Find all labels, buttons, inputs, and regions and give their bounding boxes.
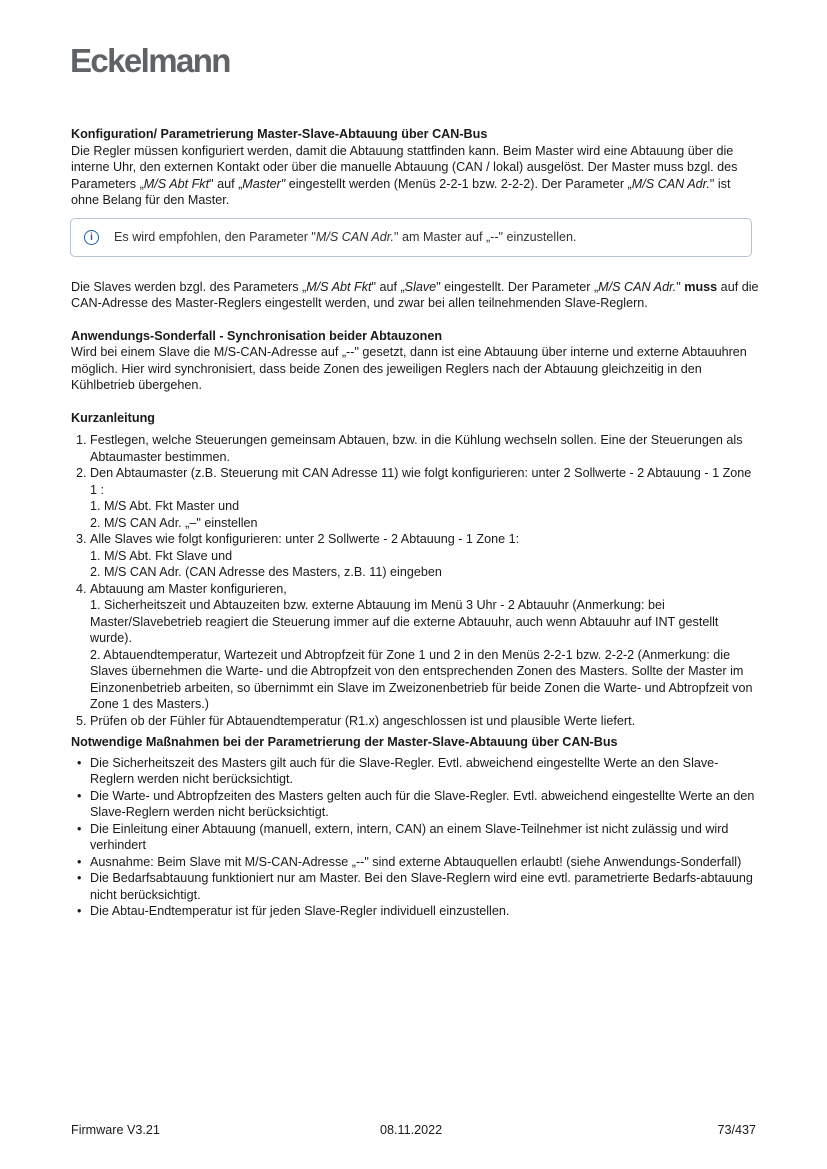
sub-step: 1. M/S Abt. Fkt Slave und — [90, 548, 233, 563]
note-text: Es wird empfohlen, den Parameter "M/S CAN Adr." am Master auf „--" einzustellen. — [114, 229, 577, 244]
sub-step: 1. M/S Abt. Fkt Master und — [90, 499, 240, 513]
paragraph: Wird bei einem Slave die M/S-CAN-Adresse auf „--" gesetzt, dann ist eine Abtauung über interne und externe Abtauuhren möglich. Hier wird synchronisiert, dass beide Zonen des jeweiligen Reglers nach der Abtauung gleichzeitig in den Kühlbetrieb übergehen. — [71, 345, 747, 392]
eckelmann-logo: Eckelmann — [70, 42, 230, 79]
section-quick-guide — [71, 410, 761, 730]
step-item: 3. Alle Slaves wie folgt konfigurieren: unter 2 Sollwerte - 2 Abtauung - 1 Zone 1: 1. M/S Abt. Fkt Slave und 2. M/S CAN Adr. (CAN Adresse des Masters, z.B. 11) eingeben — [90, 531, 761, 581]
section-master-config — [71, 126, 761, 209]
bullet-item: • Die Bedarfsabtauung funktioniert nur am Master. Bei den Slave-Reglern wird eine evtl. parametrierte Bedarfs-abtauung nicht berücksichtigt. — [90, 870, 761, 903]
bullet-item: • Die Warte- und Abtropfzeiten des Masters gelten auch für die Slave-Regler. Evtl. abweichend eingestellte Werte an den Slave-Reglern werden nicht berücksichtigt. — [90, 788, 761, 821]
step-item: 4. Abtauung am Master konfigurieren, 1. Sicherheitszeit und Abtauzeiten bzw. externe Abtauung im Menü 3 Uhr - 2 Abtauuhr (Anmerkung: bei Master/Slavebetrieb reagiert die Steuerung immer auf die externe Abtauuhr, auch wenn Abtauuhr auf INT gestellt wurde). 2. Abtauendtemperatur, Wartezeit und Abtropfzeit für Zone 1 und 2 in den Menüs 2-2-1 bzw. 2-2-2 (Anmerkung: die Slaves übernehmen die Warte- und die Abtropfzeit von den entsprechenden Zonen des Masters. Sollte der Master im Einzonenbetrieb arbeiten, so übernimmt ein Slave im Zweizonenbetrieb für beide Zonen die Warte- und Abtropfzeit von Zone 1 des Masters.) — [90, 581, 761, 713]
section-required-measures — [71, 734, 761, 920]
paragraph: Die Regler müssen konfiguriert werden, damit die Abtauung stattfinden kann. Beim Master wird eine Abtauung über die interne Uhr, den externen Kontakt oder über die manuelle Abtauung (CAN / lokal) ausgelöst. Der Master muss bzgl. des Parameters „M/S Abt Fkt" auf „Master" eingestellt werden (Menüs 2-2-1 bzw. 2-2-2). Der Parameter „M/S CAN Adr." ist ohne Belang für den Master. — [71, 143, 738, 207]
document-date: 08.11.2022 — [380, 1123, 443, 1137]
document-body — [71, 126, 761, 920]
section-heading: Konfiguration/ Parametrierung Master-Slave-Abtauung über CAN-Bus — [71, 127, 488, 141]
page-footer — [71, 1122, 756, 1138]
sub-step: 2. Abtauendtemperatur, Wartezeit und Abtropfzeit für Zone 1 und 2 in den Menüs 2-2-1 bzw. 2-2-2 (Anmerkung: die Slaves übernehmen die Warte- und die Abtropfzeit von den entsprechenden Zonen des Masters. Sollte der Master im Einzonenbetrieb arbeiten, so übernimmt ein Slave im Zweizonenbetrieb für beide Zonen die Warte- und Abtropfzeit von Zone 1 des Masters.) — [90, 647, 753, 711]
bullet-item: • Die Sicherheitszeit des Masters gilt auch für die Slave-Regler. Evtl. abweichend eingestellte Werte an den Slave-Reglern werden nicht berücksichtigt. — [90, 755, 761, 788]
step-item: 1. Festlegen, welche Steuerungen gemeinsam Abtauen, bzw. in die Kühlung wechseln sollen. Eine der Steuerungen als Abtaumaster bestimmen. — [90, 432, 761, 465]
bullet-item: • Die Einleitung einer Abtauung (manuell, extern, intern, CAN) an einem Slave-Teilnehmer ist nicht zulässig und wird verhindert — [90, 821, 761, 854]
bullet-item: • Die Abtau-Endtemperatur ist für jeden Slave-Regler individuell einzustellen. — [90, 903, 761, 920]
section-heading: Notwendige Maßnahmen bei der Parametrierung der Master-Slave-Abtauung über CAN-Bus — [71, 735, 618, 749]
step-item: 5. Prüfen ob der Fühler für Abtauendtemperatur (R1.x) angeschlossen ist und plausible Werte liefert. — [90, 713, 761, 730]
section-heading: Anwendungs-Sonderfall - Synchronisation beider Abtauzonen — [71, 328, 443, 343]
info-note — [70, 218, 752, 257]
bullet-list — [71, 755, 761, 920]
steps-list — [71, 432, 761, 729]
step-item: 2. Den Abtaumaster (z.B. Steuerung mit CAN Adresse 11) wie folgt konfigurieren: unter 2 Sollwerte - 2 Abtauung - 1 Zone 1 : 1. M/S Abt. Fkt Master und 2. M/S CAN Adr. „–" einstellen — [90, 465, 761, 531]
sub-step: 1. Sicherheitszeit und Abtauzeiten bzw. externe Abtauung im Menü 3 Uhr - 2 Abtauuhr (Anmerkung: bei Master/Slavebetrieb reagiert die Steuerung immer auf die externe Abtauuhr, auch wenn Abtauuhr auf INT gestellt wurde). — [90, 598, 719, 645]
paragraph: Die Slaves werden bzgl. des Parameters „M/S Abt Fkt" auf „Slave" eingestellt. Der Parameter „M/S CAN Adr." muss auf die CAN-Adresse des Master-Reglers eingestellt werden, und zwar bei allen teilnehmenden Slave-Reglern. — [71, 279, 759, 310]
info-icon — [84, 230, 99, 245]
bullet-item: • Ausnahme: Beim Slave mit M/S-CAN-Adresse „--" sind externe Abtauquellen erlaubt! (siehe Anwendungs-Sonderfall) — [90, 854, 761, 871]
section-special-case — [71, 328, 761, 394]
firmware-version: Firmware V3.21 — [71, 1123, 160, 1137]
sub-step: 2. M/S CAN Adr. (CAN Adresse des Masters, z.B. 11) eingeben — [90, 565, 442, 579]
section-slave-config — [71, 279, 761, 312]
page-number: 73/437 — [717, 1123, 756, 1137]
section-heading: Kurzanleitung — [71, 410, 155, 425]
sub-step: 2. M/S CAN Adr. „–" einstellen — [90, 515, 258, 530]
